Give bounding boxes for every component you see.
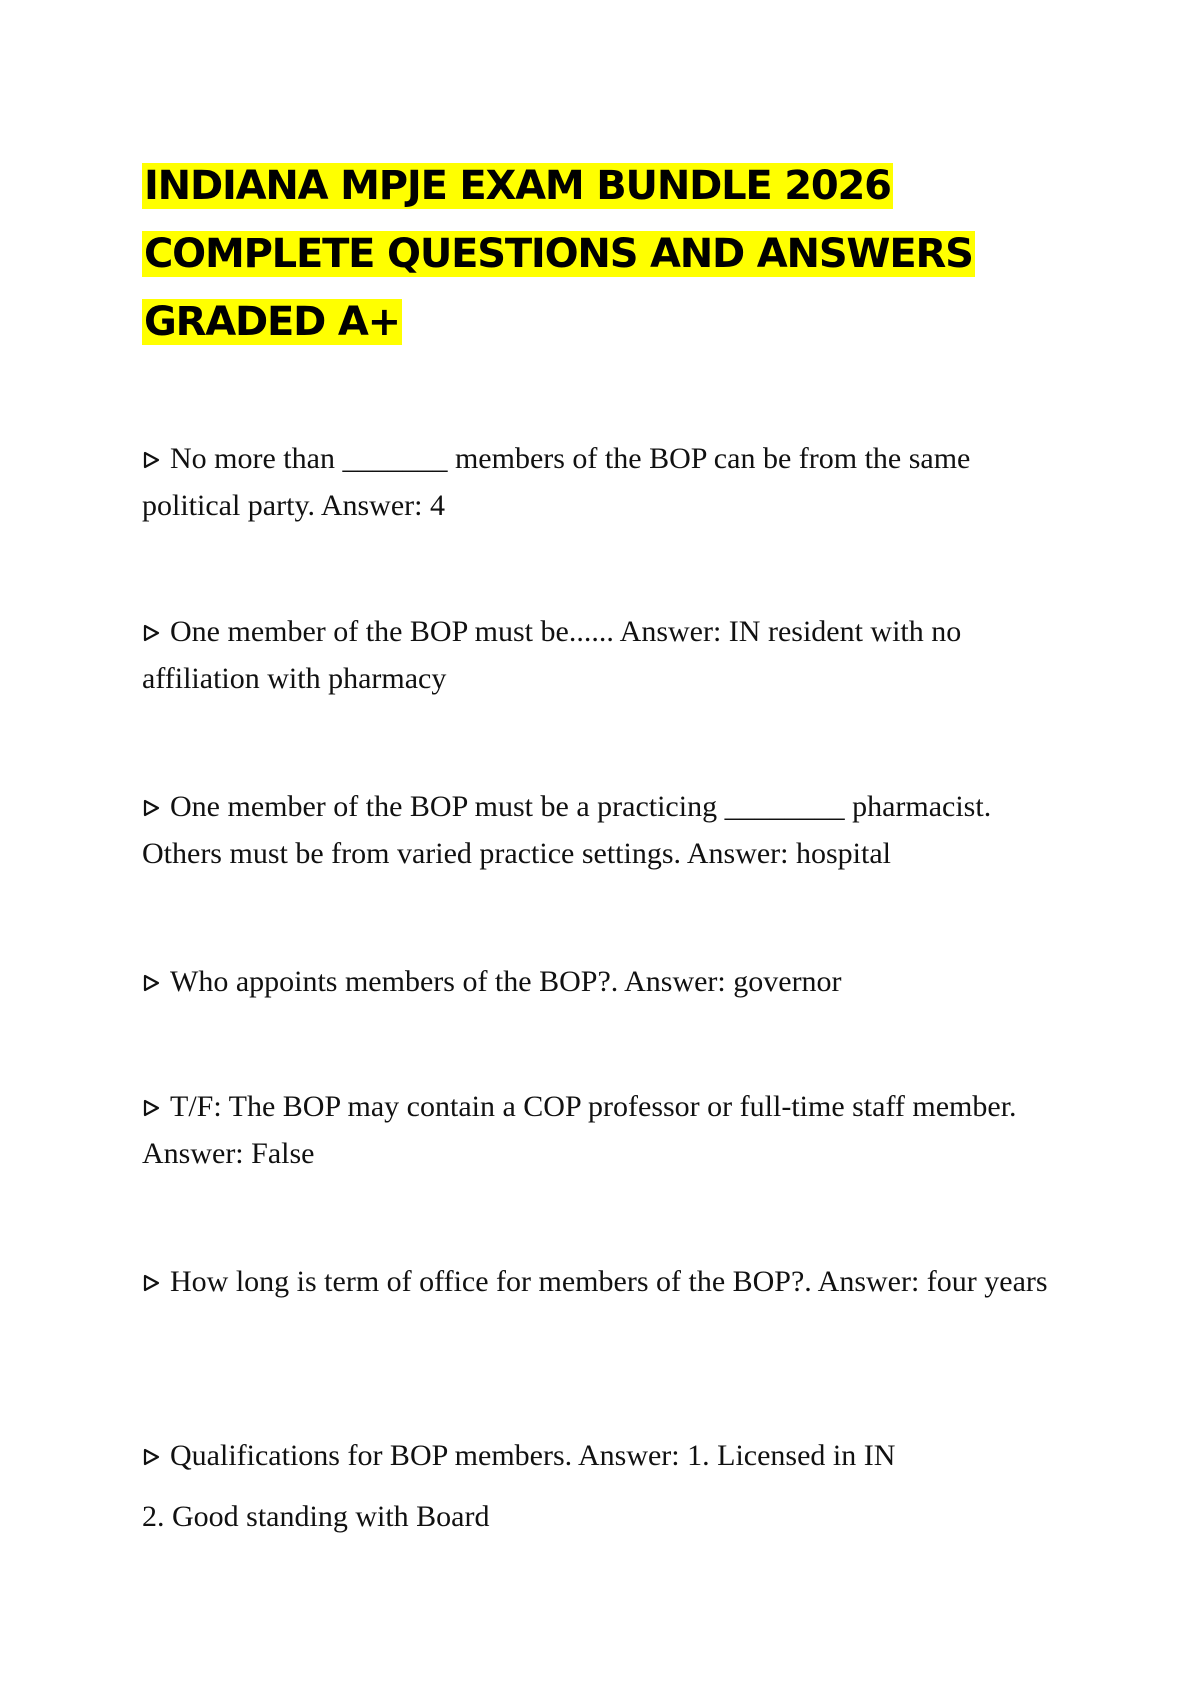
title-highlight: GRADED A+ [144,299,400,345]
triangle-bullet-icon [142,1274,160,1292]
title-line [142,220,1042,288]
question-text: One member of the BOP must be...... Answer: IN resident with no affiliation with pharmacy [142,615,962,695]
triangle-bullet-icon [142,451,160,469]
question-text: Qualifications for BOP members. Answer: 1. Licensed in IN [170,1439,896,1472]
question-item [142,1258,1072,1305]
document-title [142,152,1042,356]
answer-continuation: 2. Good standing with Board [142,1500,490,1533]
title-highlight: COMPLETE QUESTIONS AND ANSWERS [144,231,973,277]
question-text: One member of the BOP must be a practicing ________ pharmacist. Others must be from varied practice settings. Answer: hospital [142,790,992,870]
question-text: No more than _______ members of the BOP can be from the same political party. Answer: 4 [142,442,971,522]
question-text: Who appoints members of the BOP?. Answer: governor [170,965,842,998]
question-item [142,1432,1072,1540]
triangle-bullet-icon [142,799,160,817]
question-text: How long is term of office for members of the BOP?. Answer: four years [170,1265,1048,1298]
question-item [142,783,1072,877]
question-item [142,1083,1072,1177]
title-highlight: INDIANA MPJE EXAM BUNDLE 2026 [144,163,891,209]
title-line [142,152,1042,220]
question-item [142,435,1072,529]
triangle-bullet-icon [142,624,160,642]
question-item [142,958,1072,1005]
title-line [142,288,1042,356]
triangle-bullet-icon [142,974,160,992]
triangle-bullet-icon [142,1448,160,1466]
question-item [142,608,1072,702]
triangle-bullet-icon [142,1099,160,1117]
question-text: T/F: The BOP may contain a COP professor or full-time staff member. Answer: False [142,1090,1017,1170]
